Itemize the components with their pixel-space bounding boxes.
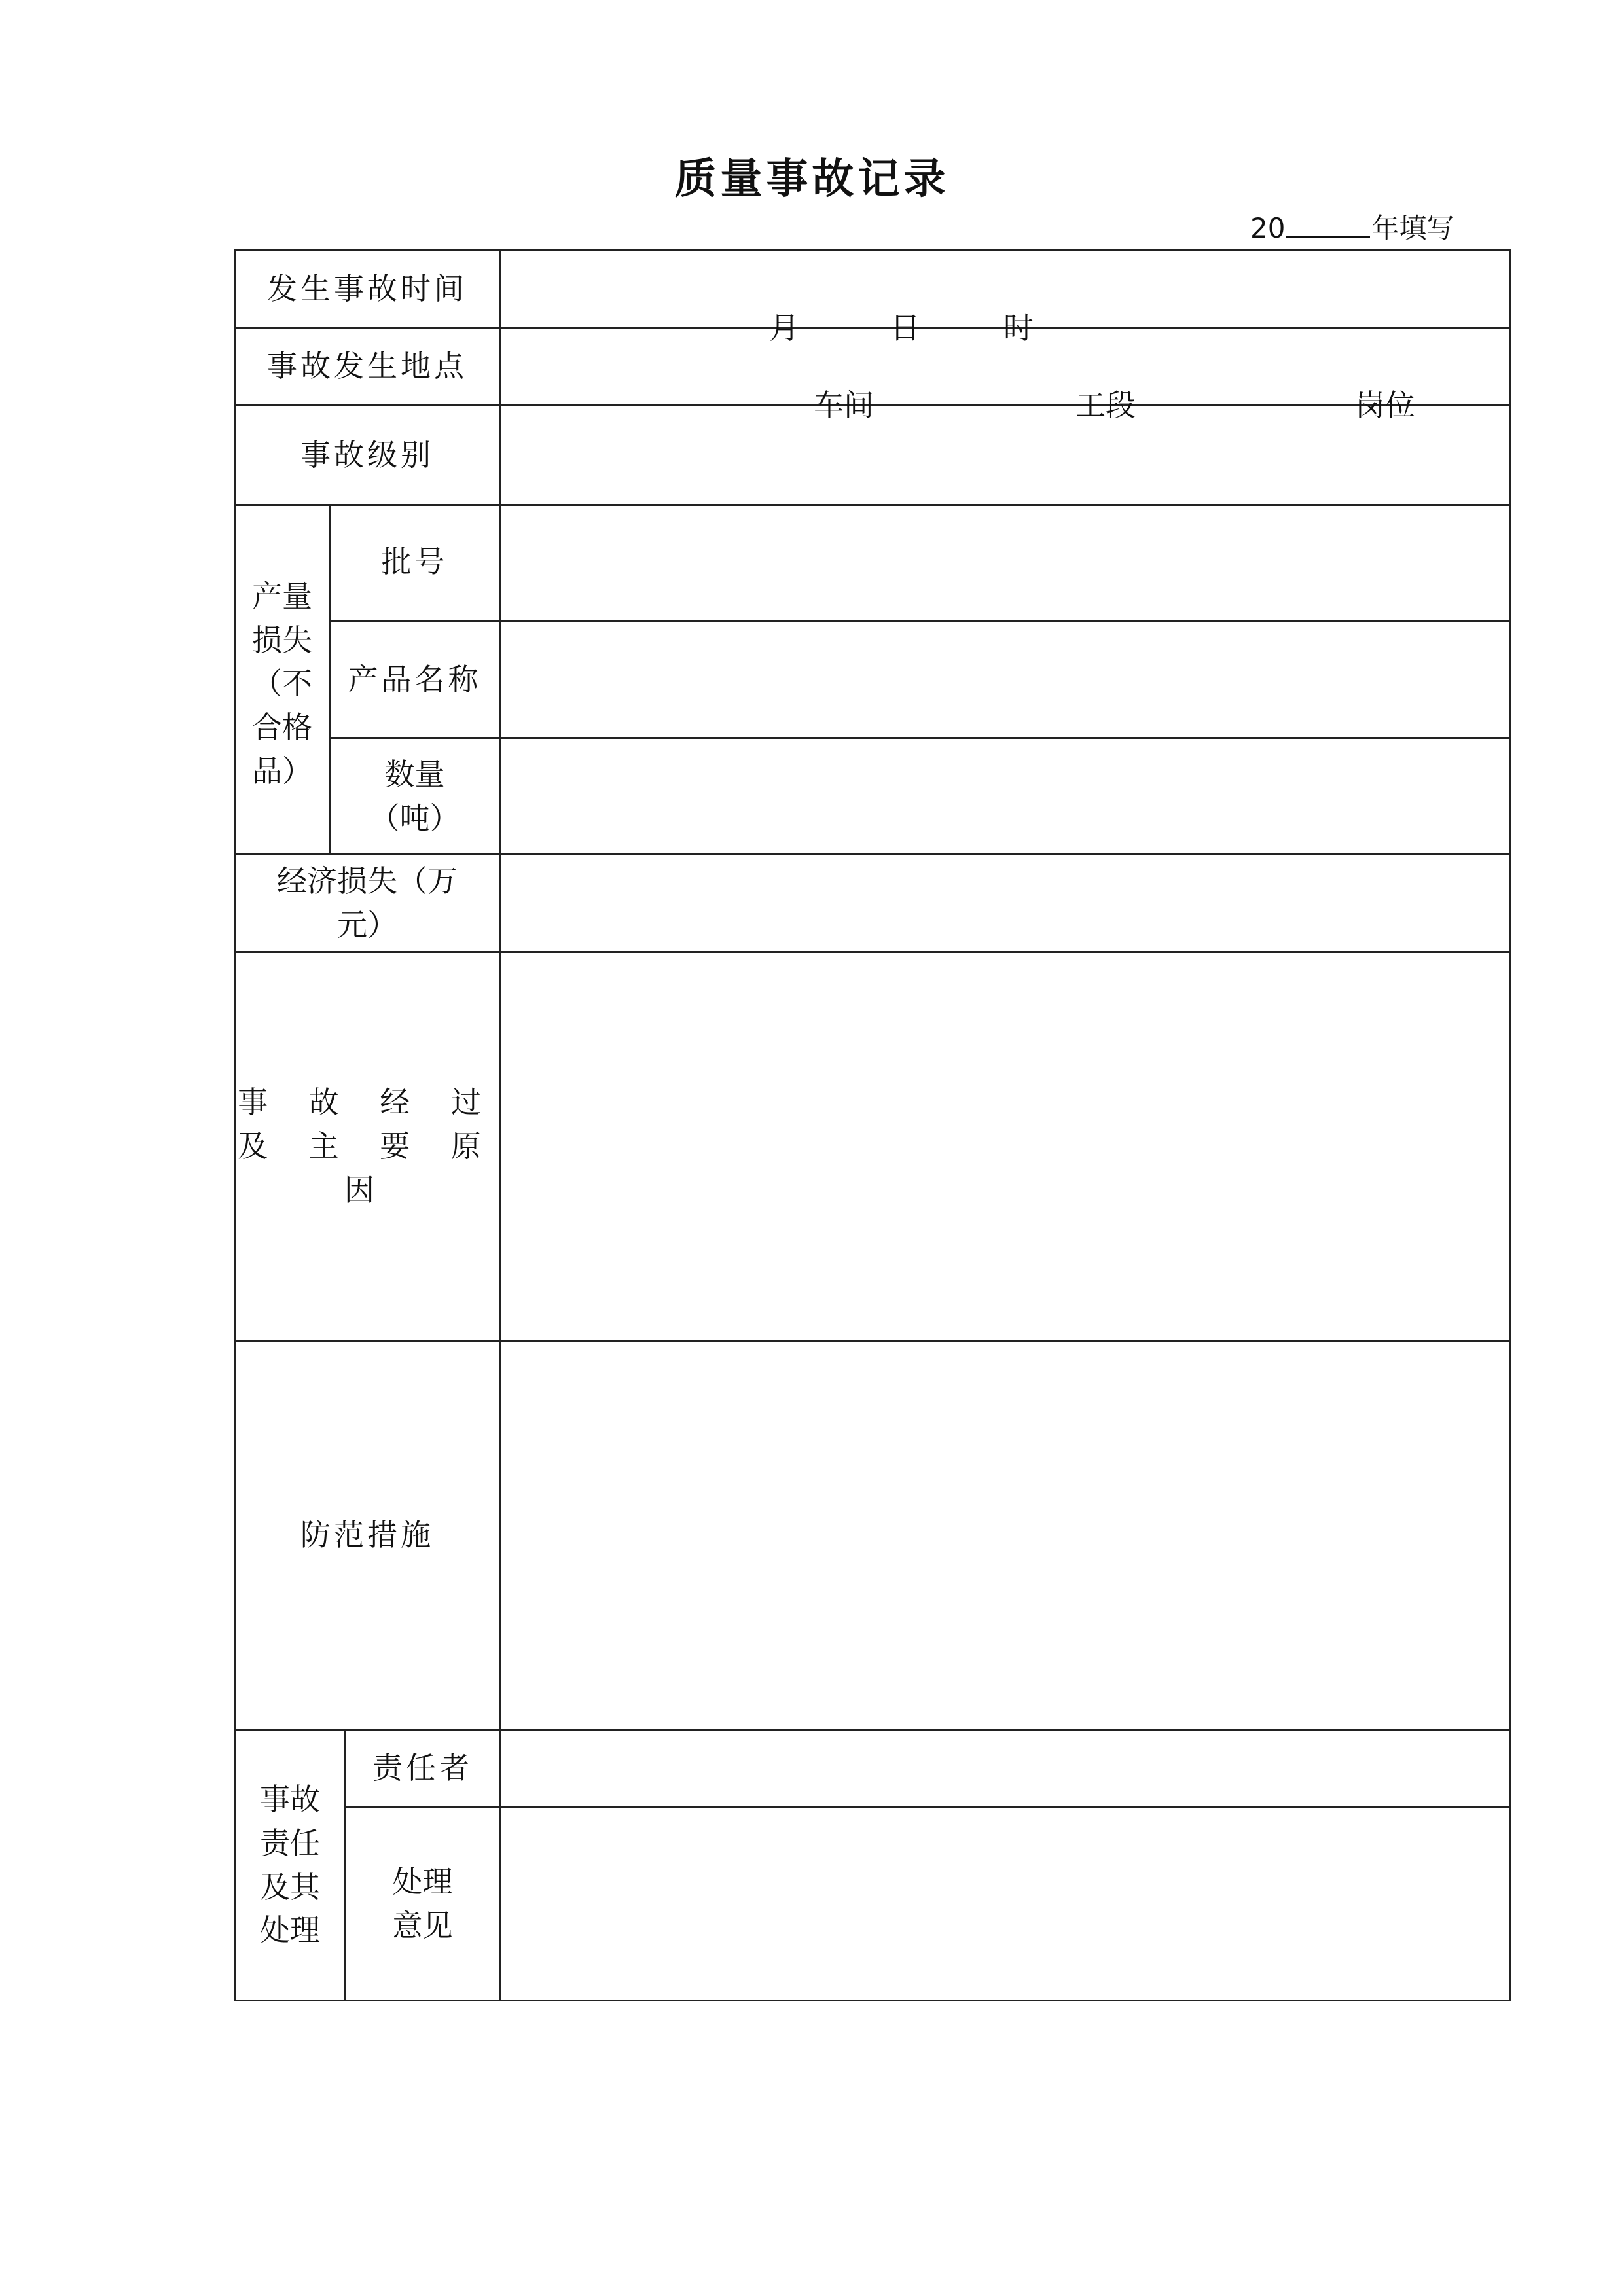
year-prefix: 20 bbox=[1250, 212, 1286, 244]
economic-loss-line: 元） bbox=[337, 907, 397, 942]
handling-opinion-value-cell[interactable] bbox=[500, 1807, 1510, 2001]
row-cause bbox=[235, 952, 1510, 1341]
cause-line: 事 故 经 过 bbox=[238, 1085, 497, 1121]
hour-unit: 时 bbox=[1003, 310, 1034, 346]
economic-loss-label bbox=[235, 855, 500, 952]
row-batch bbox=[235, 505, 1510, 622]
prevention-label: 防范措施 bbox=[235, 1341, 500, 1730]
economic-loss-value-cell[interactable] bbox=[500, 855, 1510, 952]
output-loss-line: 品） bbox=[252, 753, 312, 789]
output-loss-line: 合格 bbox=[252, 709, 312, 745]
responsibility-line: 事故 bbox=[260, 1782, 320, 1818]
batch-value-cell[interactable] bbox=[500, 505, 1510, 622]
row-economic-loss bbox=[235, 855, 1510, 952]
row-product bbox=[235, 622, 1510, 738]
output-loss-label bbox=[235, 505, 330, 855]
cause-label bbox=[235, 952, 500, 1341]
cause-value-cell[interactable] bbox=[500, 952, 1510, 1341]
section-unit: 工段 bbox=[1075, 387, 1136, 423]
economic-loss-line: 经济损失（万 bbox=[277, 863, 458, 899]
responsibility-line: 及其 bbox=[260, 1869, 320, 1905]
responsibility-line: 处理 bbox=[260, 1912, 320, 1948]
responsibility-label bbox=[235, 1730, 346, 2001]
quantity-line: （吨） bbox=[369, 800, 460, 836]
responsible-person-value-cell[interactable] bbox=[500, 1730, 1510, 1807]
row-quantity bbox=[235, 738, 1510, 855]
handling-opinion-label bbox=[346, 1807, 500, 2001]
time-value-cell[interactable] bbox=[500, 251, 1510, 346]
day-unit: 日 bbox=[890, 310, 920, 346]
output-loss-line: （不 bbox=[252, 666, 312, 702]
quantity-line: 数量 bbox=[384, 756, 445, 792]
location-label: 事故发生地点 bbox=[235, 328, 500, 405]
responsibility-line: 责任 bbox=[260, 1825, 320, 1861]
level-label: 事故级别 bbox=[235, 405, 500, 505]
post-unit: 岗位 bbox=[1355, 387, 1415, 423]
prevention-value-cell[interactable] bbox=[500, 1341, 1510, 1730]
product-name-value-cell[interactable] bbox=[500, 622, 1510, 738]
time-label: 发生事故时间 bbox=[235, 251, 500, 328]
output-loss-line: 产量 bbox=[252, 579, 312, 614]
cause-line: 及 主 要 原 因 bbox=[238, 1128, 497, 1208]
row-responsible-person bbox=[235, 1730, 1510, 1807]
row-time bbox=[235, 251, 1510, 328]
document-title: 质量事故记录 bbox=[674, 154, 950, 204]
handling-opinion-line: 意见 bbox=[392, 1907, 453, 1943]
quantity-value-cell[interactable] bbox=[500, 738, 1510, 855]
year-suffix: 年填写 bbox=[1371, 212, 1454, 244]
quantity-label bbox=[330, 738, 500, 855]
batch-label: 批号 bbox=[330, 505, 500, 622]
row-prevention bbox=[235, 1341, 1510, 1730]
accident-record-table bbox=[234, 249, 1511, 2001]
output-loss-line: 损失 bbox=[252, 622, 312, 658]
responsible-person-label: 责任者 bbox=[346, 1730, 500, 1807]
row-location bbox=[235, 328, 1510, 405]
month-unit: 月 bbox=[769, 310, 799, 346]
fill-year-line bbox=[1250, 207, 1454, 246]
row-handling-opinion bbox=[235, 1807, 1510, 2001]
product-name-label: 产品名称 bbox=[330, 622, 500, 738]
handling-opinion-line: 处理 bbox=[392, 1863, 453, 1899]
year-blank[interactable] bbox=[1286, 216, 1370, 238]
workshop-unit: 车间 bbox=[814, 387, 874, 423]
